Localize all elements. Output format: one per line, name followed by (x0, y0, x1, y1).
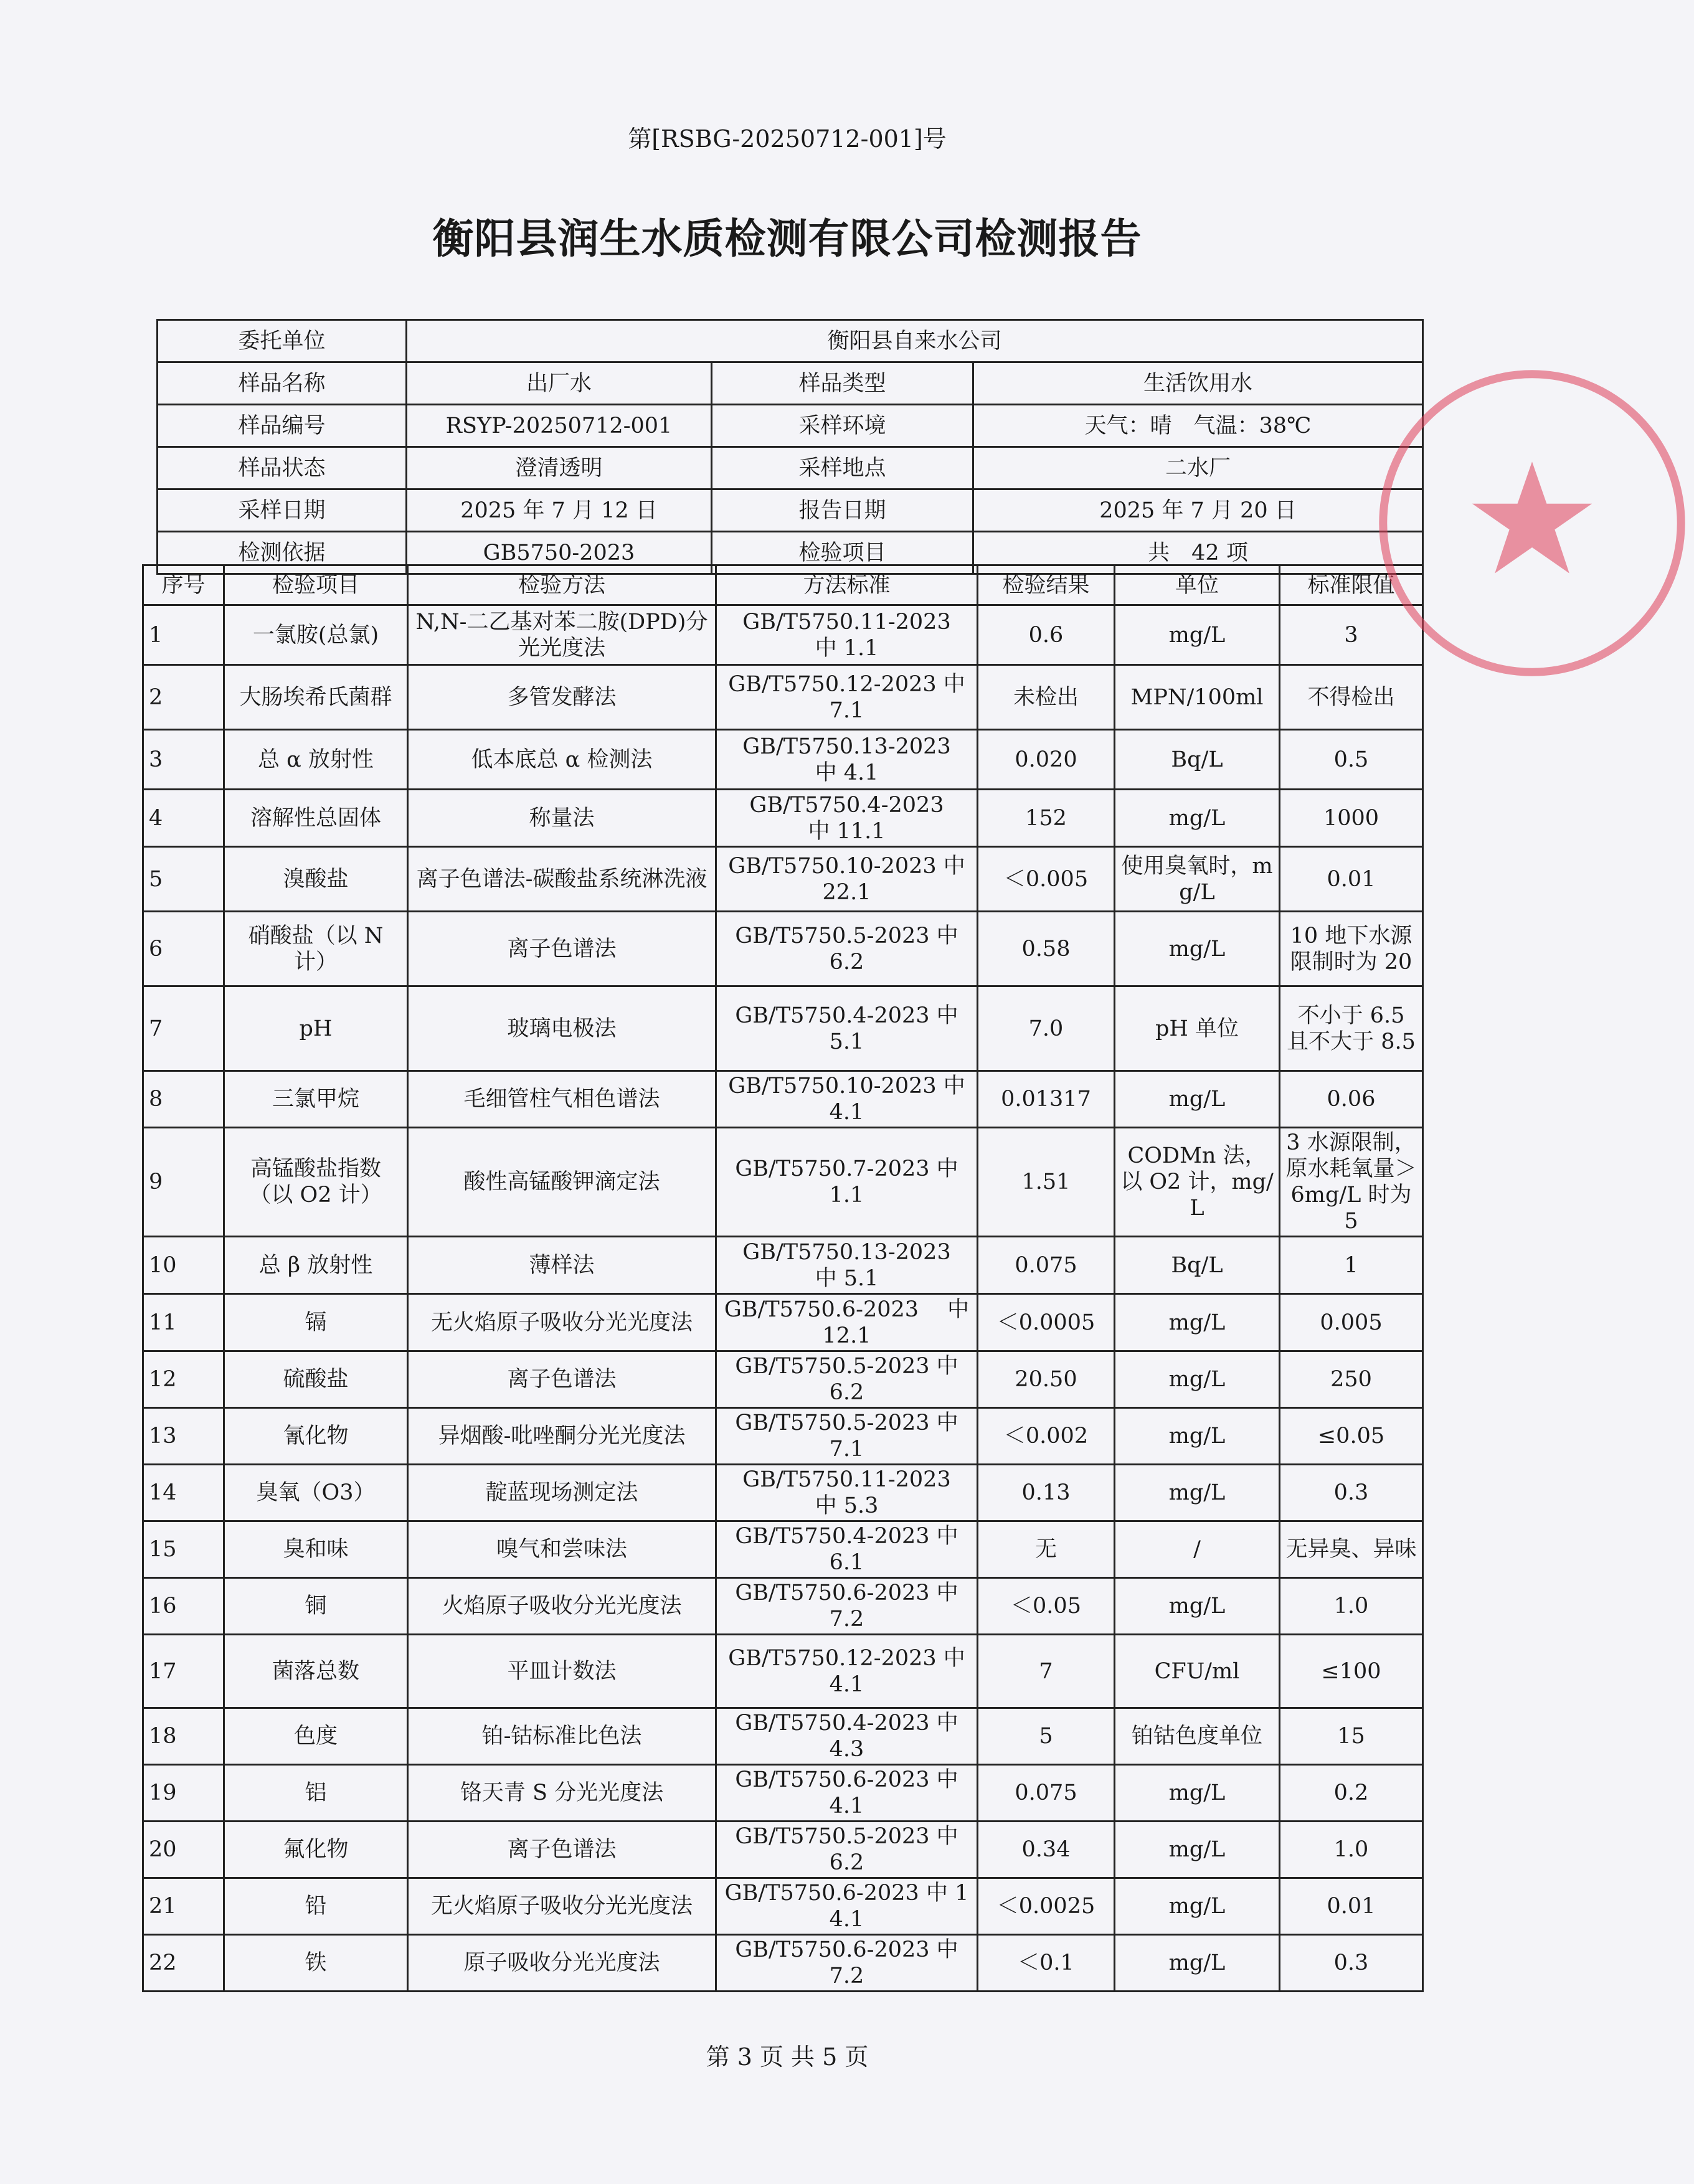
cell-result: 0.34 (978, 1822, 1115, 1878)
cell-item: 镉 (224, 1294, 408, 1351)
cell-limit: 无异臭、异味 (1280, 1521, 1423, 1578)
cell-method: 靛蓝现场测定法 (408, 1465, 716, 1521)
cell-item: 氟化物 (224, 1822, 408, 1878)
cell-limit: ≤100 (1280, 1635, 1423, 1708)
cell-method: 离子色谱法 (408, 1351, 716, 1408)
cell-unit: Bq/L (1115, 730, 1280, 790)
sample-info-table (156, 319, 1424, 575)
cell-method: 酸性高锰酸钾滴定法 (408, 1128, 716, 1237)
cell-item: 一氯胺(总氯) (224, 605, 408, 665)
cell-unit: mg/L (1115, 790, 1280, 847)
cell-unit: mg/L (1115, 1071, 1280, 1128)
cell-unit: MPN/100ml (1115, 665, 1280, 730)
cell-no: 10 (143, 1237, 224, 1294)
cell-no: 6 (143, 912, 224, 986)
cell-item: 菌落总数 (224, 1635, 408, 1708)
cell-standard: GB/T5750.5-2023 中 6.2 (716, 1351, 978, 1408)
results-table (142, 564, 1424, 1992)
env-value: 天气：晴 气温：38℃ (973, 405, 1423, 447)
cell-result: 7.0 (978, 986, 1115, 1071)
info-row-client (158, 320, 1423, 362)
results-body (143, 605, 1423, 1992)
cell-item: 总 β 放射性 (224, 1237, 408, 1294)
cell-no: 16 (143, 1578, 224, 1635)
cell-item: 铁 (224, 1935, 408, 1992)
cell-result: ＜0.002 (978, 1408, 1115, 1465)
state-label: 样品状态 (158, 447, 407, 489)
client-value: 衡阳县自来水公司 (407, 320, 1423, 362)
cell-unit: mg/L (1115, 912, 1280, 986)
table-row (143, 605, 1423, 665)
report-title: 衡阳县润生水质检测有限公司检测报告 (432, 215, 1142, 263)
sample-date-label: 采样日期 (158, 489, 407, 532)
cell-no: 20 (143, 1822, 224, 1878)
cell-standard: GB/T5750.6-2023 中 14.1 (716, 1878, 978, 1935)
info-row-sample-no (158, 405, 1423, 447)
cell-method: 无火焰原子吸收分光光度法 (408, 1878, 716, 1935)
info-row-sample-name (158, 362, 1423, 405)
cell-result: ＜0.05 (978, 1578, 1115, 1635)
report-date-value: 2025 年 7 月 20 日 (973, 489, 1423, 532)
state-value: 澄清透明 (407, 447, 712, 489)
cell-result: 152 (978, 790, 1115, 847)
sample-type-label: 样品类型 (712, 362, 973, 405)
table-row (143, 1635, 1423, 1708)
cell-unit: CODMn 法，以 O2 计，mg/L (1115, 1128, 1280, 1237)
cell-unit: mg/L (1115, 1935, 1280, 1992)
location-value: 二水厂 (973, 447, 1423, 489)
table-row (143, 1935, 1423, 1992)
cell-method: 毛细管柱气相色谱法 (408, 1071, 716, 1128)
cell-limit: 0.3 (1280, 1465, 1423, 1521)
cell-result: 0.58 (978, 912, 1115, 986)
cell-limit: ≤0.05 (1280, 1408, 1423, 1465)
cell-no: 17 (143, 1635, 224, 1708)
cell-item: 色度 (224, 1708, 408, 1765)
location-label: 采样地点 (712, 447, 973, 489)
table-row (143, 790, 1423, 847)
table-row (143, 1878, 1423, 1935)
cell-standard: GB/T5750.5-2023 中 7.1 (716, 1408, 978, 1465)
cell-no: 12 (143, 1351, 224, 1408)
report-number: 第[RSBG-20250712-001]号 (628, 125, 947, 153)
cell-limit: 250 (1280, 1351, 1423, 1408)
cell-result: 5 (978, 1708, 1115, 1765)
table-row (143, 1578, 1423, 1635)
cell-no: 13 (143, 1408, 224, 1465)
header-no: 序号 (143, 565, 224, 605)
cell-standard: GB/T5750.11-2023 中 1.1 (716, 605, 978, 665)
cell-unit: mg/L (1115, 1878, 1280, 1935)
cell-result: ＜0.005 (978, 847, 1115, 912)
cell-no: 11 (143, 1294, 224, 1351)
cell-method: 火焰原子吸收分光光度法 (408, 1578, 716, 1635)
cell-item: 臭和味 (224, 1521, 408, 1578)
cell-unit: mg/L (1115, 605, 1280, 665)
cell-limit: 0.2 (1280, 1765, 1423, 1822)
cell-standard: GB/T5750.6-2023 中 12.1 (716, 1294, 978, 1351)
sample-name-value: 出厂水 (407, 362, 712, 405)
cell-result: 0.01317 (978, 1071, 1115, 1128)
cell-method: N,N-二乙基对苯二胺(DPD)分光光度法 (408, 605, 716, 665)
cell-unit: mg/L (1115, 1822, 1280, 1878)
cell-unit: mg/L (1115, 1578, 1280, 1635)
cell-method: 低本底总 α 检测法 (408, 730, 716, 790)
cell-item: 大肠埃希氏菌群 (224, 665, 408, 730)
table-row (143, 1521, 1423, 1578)
cell-method: 薄样法 (408, 1237, 716, 1294)
header-method: 检验方法 (408, 565, 716, 605)
cell-limit: 0.06 (1280, 1071, 1423, 1128)
cell-unit: 使用臭氧时，mg/L (1115, 847, 1280, 912)
cell-standard: GB/T5750.4-2023 中 4.3 (716, 1708, 978, 1765)
cell-unit: mg/L (1115, 1465, 1280, 1521)
table-row (143, 847, 1423, 912)
cell-limit: 不小于 6.5 且不大于 8.5 (1280, 986, 1423, 1071)
cell-no: 14 (143, 1465, 224, 1521)
cell-limit: 1000 (1280, 790, 1423, 847)
cell-item: 高锰酸盐指数（以 O2 计） (224, 1128, 408, 1237)
cell-method: 铂-钴标准比色法 (408, 1708, 716, 1765)
cell-standard: GB/T5750.7-2023 中 1.1 (716, 1128, 978, 1237)
cell-limit: 3 水源限制，原水耗氧量＞6mg/L 时为 5 (1280, 1128, 1423, 1237)
table-row (143, 1128, 1423, 1237)
cell-item: 铝 (224, 1765, 408, 1822)
cell-limit: 1 (1280, 1237, 1423, 1294)
cell-item: pH (224, 986, 408, 1071)
cell-method: 无火焰原子吸收分光光度法 (408, 1294, 716, 1351)
cell-standard: GB/T5750.10-2023 中 22.1 (716, 847, 978, 912)
table-row (143, 730, 1423, 790)
cell-result: 0.075 (978, 1237, 1115, 1294)
cell-standard: GB/T5750.6-2023 中 7.2 (716, 1935, 978, 1992)
cell-method: 异烟酸-吡唑酮分光光度法 (408, 1408, 716, 1465)
cell-standard: GB/T5750.5-2023 中 6.2 (716, 1822, 978, 1878)
cell-item: 溶解性总固体 (224, 790, 408, 847)
table-row (143, 1071, 1423, 1128)
cell-method: 原子吸收分光光度法 (408, 1935, 716, 1992)
table-row (143, 1708, 1423, 1765)
env-label: 采样环境 (712, 405, 973, 447)
table-row (143, 1822, 1423, 1878)
sample-type-value: 生活饮用水 (973, 362, 1423, 405)
cell-no: 19 (143, 1765, 224, 1822)
cell-standard: GB/T5750.4-2023 中 6.1 (716, 1521, 978, 1578)
table-row (143, 1237, 1423, 1294)
info-row-state (158, 447, 1423, 489)
cell-limit: 不得检出 (1280, 665, 1423, 730)
cell-standard: GB/T5750.11-2023 中 5.3 (716, 1465, 978, 1521)
cell-standard: GB/T5750.6-2023 中 4.1 (716, 1765, 978, 1822)
cell-result: 20.50 (978, 1351, 1115, 1408)
cell-no: 8 (143, 1071, 224, 1128)
cell-standard: GB/T5750.13-2023 中 5.1 (716, 1237, 978, 1294)
cell-method: 离子色谱法 (408, 912, 716, 986)
cell-item: 铜 (224, 1578, 408, 1635)
page-footer: 第 3 页 共 5 页 (706, 2043, 869, 2071)
cell-no: 2 (143, 665, 224, 730)
report-date-label: 报告日期 (712, 489, 973, 532)
cell-limit: 10 地下水源限制时为 20 (1280, 912, 1423, 986)
sample-date-value: 2025 年 7 月 12 日 (407, 489, 712, 532)
cell-unit: / (1115, 1521, 1280, 1578)
cell-item: 氰化物 (224, 1408, 408, 1465)
cell-no: 5 (143, 847, 224, 912)
cell-unit: mg/L (1115, 1351, 1280, 1408)
cell-unit: 铂钴色度单位 (1115, 1708, 1280, 1765)
cell-item: 铅 (224, 1878, 408, 1935)
cell-standard: GB/T5750.5-2023 中 6.2 (716, 912, 978, 986)
items-label: 检验项目 (712, 532, 973, 574)
cell-result: 0.6 (978, 605, 1115, 665)
cell-result: ＜0.0005 (978, 1294, 1115, 1351)
cell-no: 4 (143, 790, 224, 847)
table-row (143, 1765, 1423, 1822)
client-label: 委托单位 (158, 320, 407, 362)
cell-no: 15 (143, 1521, 224, 1578)
table-row (143, 912, 1423, 986)
cell-unit: pH 单位 (1115, 986, 1280, 1071)
cell-item: 三氯甲烷 (224, 1071, 408, 1128)
cell-method: 多管发酵法 (408, 665, 716, 730)
table-row (143, 1408, 1423, 1465)
cell-item: 臭氧（O3） (224, 1465, 408, 1521)
cell-standard: GB/T5750.6-2023 中 7.2 (716, 1578, 978, 1635)
cell-limit: 1.0 (1280, 1578, 1423, 1635)
cell-method: 称量法 (408, 790, 716, 847)
cell-result: 7 (978, 1635, 1115, 1708)
basis-value: GB5750-2023 (407, 532, 712, 574)
cell-limit: 0.5 (1280, 730, 1423, 790)
cell-limit: 1.0 (1280, 1822, 1423, 1878)
cell-result: 0.020 (978, 730, 1115, 790)
cell-unit: Bq/L (1115, 1237, 1280, 1294)
table-row (143, 1465, 1423, 1521)
cell-limit: 15 (1280, 1708, 1423, 1765)
cell-item: 溴酸盐 (224, 847, 408, 912)
cell-standard: GB/T5750.12-2023 中 7.1 (716, 665, 978, 730)
cell-method: 铬天青 S 分光光度法 (408, 1765, 716, 1822)
cell-limit: 0.005 (1280, 1294, 1423, 1351)
cell-no: 9 (143, 1128, 224, 1237)
cell-no: 21 (143, 1878, 224, 1935)
cell-standard: GB/T5750.13-2023 中 4.1 (716, 730, 978, 790)
sample-no-label: 样品编号 (158, 405, 407, 447)
header-unit: 单位 (1115, 565, 1280, 605)
cell-no: 1 (143, 605, 224, 665)
sample-no-value: RSYP-20250712-001 (407, 405, 712, 447)
cell-no: 3 (143, 730, 224, 790)
cell-unit: mg/L (1115, 1765, 1280, 1822)
cell-no: 7 (143, 986, 224, 1071)
cell-result: 0.13 (978, 1465, 1115, 1521)
table-row (143, 665, 1423, 730)
table-row (143, 1351, 1423, 1408)
cell-standard: GB/T5750.10-2023 中 4.1 (716, 1071, 978, 1128)
cell-method: 嗅气和尝味法 (408, 1521, 716, 1578)
cell-unit: CFU/ml (1115, 1635, 1280, 1708)
cell-limit: 3 (1280, 605, 1423, 665)
cell-item: 硫酸盐 (224, 1351, 408, 1408)
cell-method: 离子色谱法 (408, 1822, 716, 1878)
cell-standard: GB/T5750.12-2023 中 4.1 (716, 1635, 978, 1708)
cell-standard: GB/T5750.4-2023 中 5.1 (716, 986, 978, 1071)
table-row (143, 1294, 1423, 1351)
header-result: 检验结果 (978, 565, 1115, 605)
basis-label: 检测依据 (158, 532, 407, 574)
cell-item: 总 α 放射性 (224, 730, 408, 790)
info-row-dates (158, 489, 1423, 532)
company-seal (1370, 361, 1694, 685)
cell-method: 平皿计数法 (408, 1635, 716, 1708)
cell-result: 0.075 (978, 1765, 1115, 1822)
cell-unit: mg/L (1115, 1408, 1280, 1465)
items-count-value: 共 42 项 (973, 532, 1423, 574)
seal-star (1472, 461, 1592, 573)
sample-name-label: 样品名称 (158, 362, 407, 405)
cell-result: 无 (978, 1521, 1115, 1578)
cell-result: ＜0.0025 (978, 1878, 1115, 1935)
header-item: 检验项目 (224, 565, 408, 605)
cell-limit: 0.01 (1280, 1878, 1423, 1935)
cell-unit: mg/L (1115, 1294, 1280, 1351)
cell-result: 1.51 (978, 1128, 1115, 1237)
cell-limit: 0.3 (1280, 1935, 1423, 1992)
cell-item: 硝酸盐（以 N 计） (224, 912, 408, 986)
header-limit: 标准限值 (1280, 565, 1423, 605)
cell-no: 22 (143, 1935, 224, 1992)
cell-result: ＜0.1 (978, 1935, 1115, 1992)
results-header-row (143, 565, 1423, 605)
cell-limit: 0.01 (1280, 847, 1423, 912)
cell-method: 离子色谱法-碳酸盐系统淋洗液 (408, 847, 716, 912)
table-row (143, 986, 1423, 1071)
header-standard: 方法标准 (716, 565, 978, 605)
cell-result: 未检出 (978, 665, 1115, 730)
cell-standard: GB/T5750.4-2023 中 11.1 (716, 790, 978, 847)
cell-no: 18 (143, 1708, 224, 1765)
cell-method: 玻璃电极法 (408, 986, 716, 1071)
